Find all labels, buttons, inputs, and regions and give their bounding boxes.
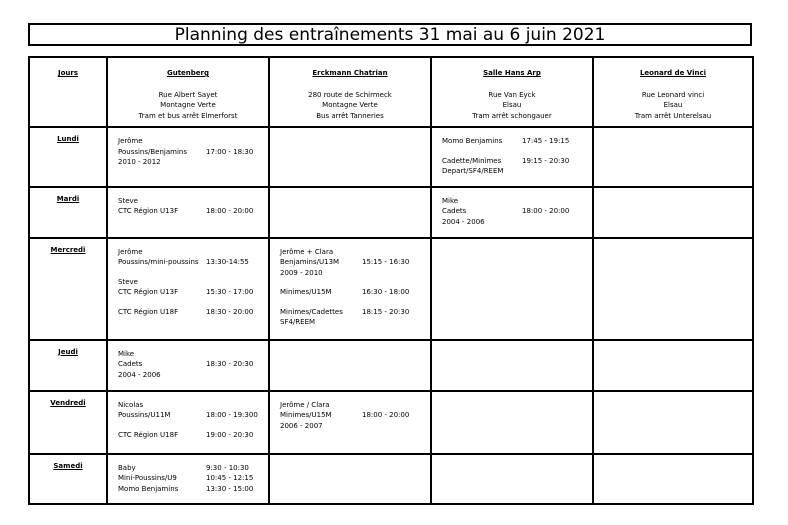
session-line (118, 287, 268, 298)
schedule-cell-content (108, 455, 268, 495)
session-line (118, 410, 268, 421)
day-row-mercredi (29, 238, 753, 340)
schedule-cell-content (594, 188, 752, 196)
session-group (118, 277, 268, 298)
schedule-cell-content (432, 341, 592, 349)
session-label: 2004 - 2006 (442, 217, 485, 226)
session-time: 18:00 - 20:00 (362, 411, 410, 419)
session-label: 2010 - 2012 (118, 158, 161, 166)
session-label: Depart/SF4/REEM (442, 167, 504, 175)
session-label: 2006 - 2007 (280, 421, 323, 430)
session-line (442, 217, 592, 228)
session-label: CTC Région U18F (118, 307, 179, 316)
header-days-label: Jours (57, 69, 78, 77)
venue-address-line: Rue Van Eyck (488, 90, 536, 99)
session-group (118, 463, 268, 495)
session-line (118, 359, 268, 370)
session-label: Steve (118, 196, 138, 205)
session-line (118, 430, 268, 441)
schedule-cell (431, 238, 593, 340)
day-cell (29, 454, 107, 505)
schedule-cell (269, 391, 431, 454)
session-group (442, 136, 592, 147)
session-label: CTC Région U13F (118, 207, 179, 215)
schedule-cell (431, 187, 593, 238)
session-line (118, 370, 268, 381)
session-label: Minimes/Cadettes (280, 307, 343, 316)
page-title: Planning des entraînements 31 mai au 6 juin 2021 (28, 23, 752, 46)
session-time: 15:15 - 16:30 (362, 258, 410, 266)
schedule-cell-content (432, 239, 592, 247)
session-line (280, 287, 430, 298)
session-group (118, 400, 268, 421)
schedule-cell (431, 127, 593, 187)
session-line (118, 463, 268, 474)
session-time: 18:00 - 20:00 (522, 207, 570, 215)
session-line (118, 277, 268, 288)
session-label: Poussins/mini-poussins (118, 258, 199, 266)
session-label: Poussins/Benjamins (118, 147, 187, 156)
session-time: 13:30-14:55 (206, 258, 249, 266)
session-line (118, 473, 268, 484)
schedule-cell (593, 454, 753, 505)
schedule-cell-content (108, 392, 268, 441)
session-label: Cadets (118, 360, 143, 368)
schedule-table (28, 56, 754, 505)
schedule-cell-content (270, 455, 430, 463)
session-time: 15:30 - 17:00 (206, 288, 254, 296)
schedule-cell (107, 187, 269, 238)
venue-header-salle-hans-arp (431, 57, 593, 127)
session-label: Benjamins/U13M (280, 258, 340, 266)
session-line (118, 247, 268, 258)
session-group (118, 430, 268, 441)
schedule-cell-content (270, 392, 430, 432)
venue-address-line: Tram arrêt Unterelsau (634, 111, 712, 120)
session-time: 18:00 - 19:300 (206, 411, 258, 419)
session-time: 18:30 - 20:30 (206, 360, 254, 368)
header-row (29, 57, 753, 127)
schedule-cell-content (270, 239, 430, 328)
schedule-cell (269, 238, 431, 340)
session-line (118, 196, 268, 207)
venue-address-line: Montagne Verte (322, 101, 378, 109)
venue-address-line: Rue Albert Sayet (158, 90, 218, 99)
day-rows (29, 127, 753, 504)
session-time: 19:00 - 20:30 (206, 430, 254, 439)
schedule-cell-content (594, 392, 752, 400)
session-line (118, 157, 268, 168)
session-label: Jerôme + Clara (280, 247, 334, 256)
session-time: 17:00 - 18:30 (206, 147, 254, 156)
session-label: Cadets (442, 207, 467, 215)
session-line (118, 206, 268, 217)
schedule-cell (593, 238, 753, 340)
session-line (280, 421, 430, 432)
session-label: Cadette/Minimes (442, 156, 502, 165)
venue-address-line: Tram arrêt schongauer (472, 111, 552, 120)
session-group (118, 196, 268, 217)
day-cell (29, 127, 107, 187)
schedule-cell-content (594, 128, 752, 136)
schedule-cell (107, 238, 269, 340)
schedule-cell-content (108, 188, 268, 217)
day-cell (29, 340, 107, 391)
session-line (442, 166, 592, 177)
venue-name: Gutenberg (166, 69, 210, 77)
venue-name: Salle Hans Arp (483, 69, 541, 77)
venue-address-line: 280 route de Schirmeck (308, 90, 392, 99)
day-cell (29, 238, 107, 340)
session-time: 18:30 - 20:00 (206, 307, 254, 316)
schedule-cell-content (108, 239, 268, 318)
header-days-cell (29, 57, 107, 127)
schedule-cell-content (108, 341, 268, 381)
session-group (118, 349, 268, 381)
day-name: Mardi (56, 194, 80, 203)
schedule-cell-content (432, 392, 592, 400)
session-label: Minimes/U15M (280, 411, 332, 419)
session-line (280, 268, 430, 279)
schedule-cell (269, 454, 431, 505)
schedule-cell (593, 127, 753, 187)
schedule-cell-content (432, 455, 592, 463)
session-label: Momo Benjamins (442, 137, 503, 145)
schedule-cell (107, 127, 269, 187)
session-label: Mini-Poussins/U9 (118, 474, 177, 482)
session-time: 10:45 - 12:15 (206, 474, 254, 482)
venue-address-line: Montagne Verte (160, 101, 216, 109)
session-line (118, 147, 268, 158)
session-line (118, 257, 268, 268)
session-line (280, 307, 430, 318)
schedule-cell-content (432, 188, 592, 228)
schedule-cell (107, 391, 269, 454)
venue-address-line: Tram et bus arrêt Elmerforst (138, 111, 238, 120)
session-label: Mike (118, 349, 135, 358)
session-group (118, 307, 268, 318)
session-label: SF4/REEM (280, 318, 316, 326)
schedule-cell (593, 340, 753, 391)
venue-header-leonard-de-vinci (593, 57, 753, 127)
session-time: 16:30 - 18:00 (362, 288, 410, 296)
day-name: Mercredi (50, 245, 86, 254)
schedule-cell-content (594, 341, 752, 349)
session-line (442, 206, 592, 217)
session-line (280, 400, 430, 411)
session-label: Mike (442, 196, 459, 205)
session-group (118, 136, 268, 168)
schedule-cell (107, 454, 269, 505)
day-name: Jeudi (58, 347, 78, 356)
day-name: Samedi (53, 461, 83, 470)
session-line (442, 156, 592, 167)
session-group (442, 156, 592, 177)
schedule-cell (431, 391, 593, 454)
session-label: Momo Benjamins (118, 484, 179, 493)
schedule-cell (431, 454, 593, 505)
schedule-cell-content (432, 128, 592, 177)
schedule-cell-content (270, 128, 430, 136)
venue-address-line: Elsau (502, 101, 522, 109)
venue-address-line: Bus arrêt Tanneries (316, 111, 384, 120)
session-line (118, 484, 268, 495)
day-cell (29, 391, 107, 454)
schedule-cell (269, 127, 431, 187)
venue-header-gutenberg (107, 57, 269, 127)
session-line (280, 317, 430, 328)
session-label: Steve (118, 277, 138, 286)
schedule-cell (593, 187, 753, 238)
schedule-cell (269, 187, 431, 238)
session-label: Baby (118, 463, 136, 472)
session-line (118, 400, 268, 411)
venue-address-line: Elsau (663, 101, 683, 109)
session-group (280, 307, 430, 328)
day-row-mardi (29, 187, 753, 238)
venue-header-erckmann-chatrian (269, 57, 431, 127)
session-time: 18:00 - 20:00 (206, 207, 254, 215)
session-group (280, 287, 430, 298)
session-label: Jerôme (118, 137, 143, 145)
session-line (118, 349, 268, 360)
session-time: 19:15 - 20:30 (522, 156, 570, 165)
venue-address-line: Rue Leonard vinci (641, 90, 705, 99)
venue-name: Leonard de Vinci (639, 69, 707, 77)
session-line (280, 257, 430, 268)
day-row-lundi (29, 127, 753, 187)
session-label: Nicolas (118, 400, 144, 409)
session-label: Jerôme (118, 247, 143, 256)
session-label: 2009 - 2010 (280, 268, 323, 277)
session-label: Jerôme / Clara (280, 400, 330, 409)
schedule-cell (431, 340, 593, 391)
schedule-cell (269, 340, 431, 391)
venue-name: Erckmann Chatrian (312, 69, 388, 77)
schedule-cell-content (594, 455, 752, 463)
session-label: Poussins/U11M (118, 411, 171, 419)
session-line (442, 136, 592, 147)
schedule-cell-content (270, 188, 430, 196)
session-label: CTC Région U18F (118, 430, 179, 439)
session-time: 13:30 - 15:00 (206, 484, 254, 493)
session-label: Minimes/U15M (280, 288, 332, 296)
schedule-cell-content (108, 128, 268, 168)
session-line (118, 307, 268, 318)
session-time: 18:15 - 20:30 (362, 307, 410, 316)
schedule-cell (107, 340, 269, 391)
session-label: 2004 - 2006 (118, 370, 161, 379)
day-cell (29, 187, 107, 238)
session-label: CTC Région U13F (118, 288, 179, 296)
session-line (280, 247, 430, 258)
session-group (280, 247, 430, 279)
session-time: 9:30 - 10:30 (206, 463, 249, 472)
session-line (442, 196, 592, 207)
session-line (280, 410, 430, 421)
schedule-cell (593, 391, 753, 454)
day-name: Lundi (57, 135, 79, 143)
day-row-vendredi (29, 391, 753, 454)
day-row-jeudi (29, 340, 753, 391)
day-row-samedi (29, 454, 753, 505)
schedule-cell-content (270, 341, 430, 349)
session-group (442, 196, 592, 228)
session-time: 17:45 - 19:15 (522, 137, 570, 145)
schedule-cell-content (594, 239, 752, 247)
session-group (118, 247, 268, 268)
session-group (280, 400, 430, 432)
session-line (118, 136, 268, 147)
day-name: Vendredi (50, 398, 86, 407)
